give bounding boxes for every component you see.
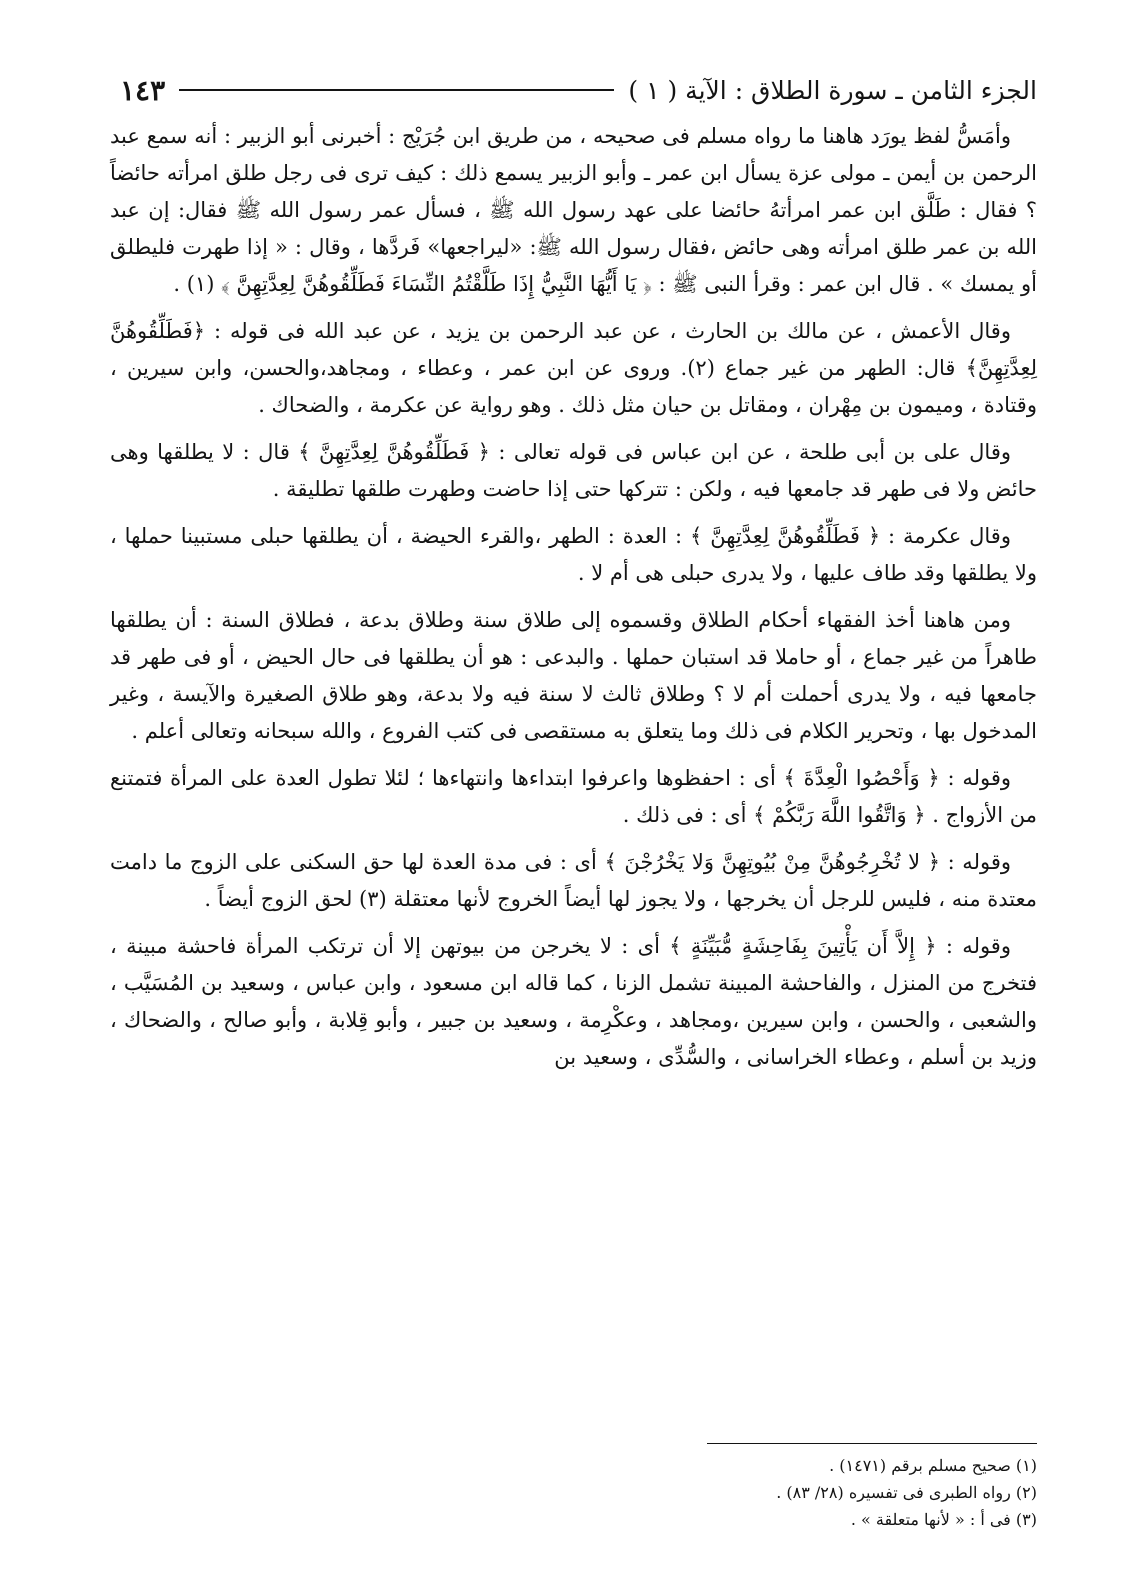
running-title: الجزء الثامن ـ سورة الطلاق : الآية ( ١ ) xyxy=(628,75,1037,105)
footnote: (٣) فى أ : « لأنها متعلقة » . xyxy=(850,1510,1037,1529)
header-rule xyxy=(179,89,614,91)
footnotes xyxy=(110,1443,1037,1533)
paragraph: وقال على بن أبى طلحة ، عن ابن عباس فى قوله تعالى : ﴿ فَطَلِّقُوهُنَّ لِعِدَّتِهِنَّ ﴾ قال : لا يطلقها وهى حائض ولا فى طهر قد جامعها فيه ، ولكن : تتركها حتى إذا حاضت وطهرت طلقها تطليقة . xyxy=(110,440,1037,501)
paragraph: وقال الأعمش ، عن مالك بن الحارث ، عن عبد الرحمن بن يزيد ، عن عبد الله فى قوله : ﴿فَطَلِّقُوهُنَّ لِعِدَّتِهِنَّ﴾ قال: الطهر من غير جماع (٢). وروى عن ابن عمر ، وعطاء ، ومجاهد،والحسن، وابن سيرين ، وقتادة ، وميمون بن مِهْران ، ومقاتل بن حيان مثل ذلك . وهو رواية عن عكرمة ، والضحاك . xyxy=(110,319,1037,417)
footnote: (١) صحيح مسلم برقم (١٤٧١) . xyxy=(829,1456,1037,1475)
footnote-rule xyxy=(707,1443,1037,1444)
paragraph: وقال عكرمة : ﴿ فَطَلِّقُوهُنَّ لِعِدَّتِهِنَّ ﴾ : العدة : الطهر ،والقرء الحيضة ، أن يطلقها حبلى مستبينا حملها ، ولا يطلقها وقد طاف عليها ، ولا يدرى حبلى هى أم لا . xyxy=(110,524,1037,585)
main-text xyxy=(110,118,1037,1086)
page-number: ١٤٣ xyxy=(120,73,166,107)
paragraph: وقوله : ﴿ وَأَحْصُوا الْعِدَّةَ ﴾ أى : احفظوها واعرفوا ابتداءها وانتهاءها ؛ لئلا تطول العدة على المرأة فتمتنع من الأزواج . ﴿ وَاتَّقُوا اللَّهَ رَبَّكُمْ ﴾ أى : فى ذلك . xyxy=(110,766,1037,827)
paragraph: وأمَسُّ لفظ يورَد هاهنا ما رواه مسلم فى صحيحه ، من طريق ابن جُرَيْج : أخبرنى أبو الزبير : أنه سمع عبد الرحمن بن أيمن ـ مولى عزة يسأل ابن عمر ـ وأبو الزبير يسمع ذلك : كيف ترى فى رجل طلق امرأته حائضاً ؟ فقال : طَلَّق ابن عمر امرأتهُ حائضا على عهد رسول الله ﷺ ، فسأل عمر رسول الله ﷺ فقال: إن عبد الله بن عمر طلق امرأته وهى حائض ،فقال رسول الله ﷺ: «ليراجعها» فَردَّها ، وقال : « إذا طهرت فليطلق أو يمسك » . قال ابن عمر : وقرأ النبى ﷺ : ﴿ يَا أَيُّهَا النَّبِيُّ إِذَا طَلَّقْتُمُ النِّسَاءَ فَطَلِّقُوهُنَّ لِعِدَّتِهِنَّ ﴾ (١) . xyxy=(110,124,1037,296)
page-header xyxy=(120,70,1037,110)
paragraph: وقوله : ﴿ إِلاَّ أَن يَأْتِينَ بِفَاحِشَةٍ مُّبَيِّنَةٍ ﴾ أى : لا يخرجن من بيوتهن إلا أن ترتكب المرأة فاحشة مبينة ، فتخرج من المنزل ، والفاحشة المبينة تشمل الزنا ، كما قاله ابن مسعود ، وابن عباس ، وسعيد بن المُسَيَّب ، والشعبى ، والحسن ، وابن سيرين ،ومجاهد ، وعكْرِمة ، وسعيد بن جبير ، وأبو قِلابة ، وأبو صالح ، والضحاك ، وزيد بن أسلم ، وعطاء الخراسانى ، والسُّدِّى ، وسعيد بن xyxy=(110,934,1037,1069)
footnote: (٢) رواه الطبرى فى تفسيره (٢٨/ ٨٣) . xyxy=(776,1483,1037,1502)
paragraph: ومن هاهنا أخذ الفقهاء أحكام الطلاق وقسموه إلى طلاق سنة وطلاق بدعة ، فطلاق السنة : أن يطلقها طاهراً من غير جماع ، أو حاملا قد استبان حملها . والبدعى : هو أن يطلقها فى حال الحيض ، أو فى طهر قد جامعها فيه ، ولا يدرى أحملت أم لا ؟ وطلاق ثالث لا سنة فيه ولا بدعة، وهو طلاق الصغيرة والآيسة ، وغير المدخول بها ، وتحرير الكلام فى ذلك وما يتعلق به مستقصى فى كتب الفروع ، والله سبحانه وتعالى أعلم . xyxy=(110,608,1037,743)
paragraph: وقوله : ﴿ لا تُخْرِجُوهُنَّ مِنْ بُيُوتِهِنَّ وَلا يَخْرُجْنَ ﴾ أى : فى مدة العدة لها حق السكنى على الزوج ما دامت معتدة منه ، فليس للرجل أن يخرجها ، ولا يجوز لها أيضاً الخروج لأنها معتقلة (٣) لحق الزوج أيضاً . xyxy=(110,850,1037,911)
